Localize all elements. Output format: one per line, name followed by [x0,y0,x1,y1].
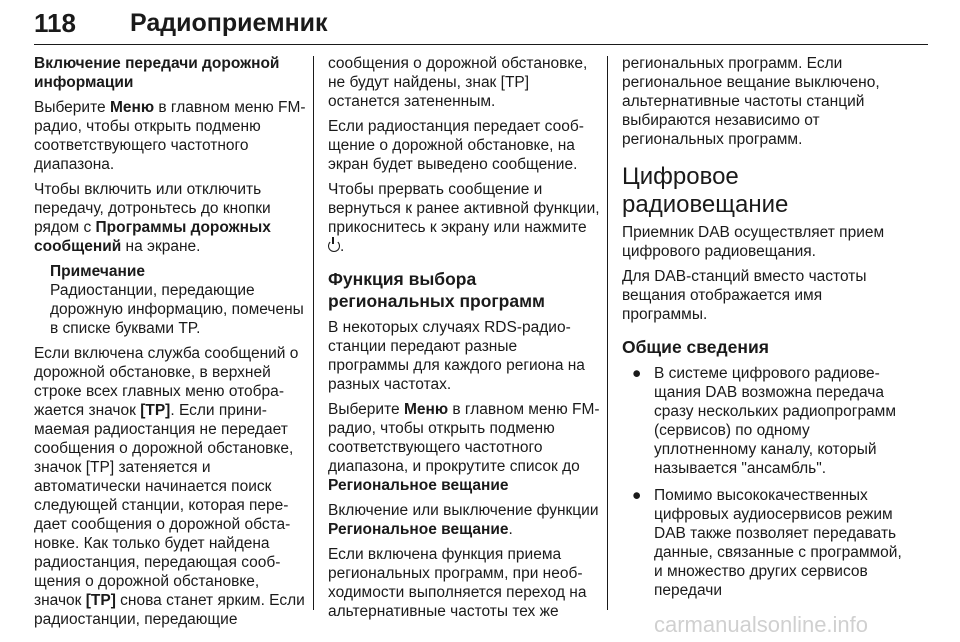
paragraph: Если радиостанция передает сообщение о дорожной обстановке, на экран будет выведено сообщение. [328,118,584,173]
bullet-icon: ● [632,487,642,504]
note-box [34,262,306,338]
bullet-icon: ● [632,365,642,382]
paragraph: Если включена функция приема региональных программ, при необходимости выполняется переход на альтернативные частоты тех же [328,546,587,620]
column-3 [622,54,902,608]
list-item: ● Помимо высококачественных цифровых аудиосервисов режим DAB также позволяет передавать данные, связанные с программой, и множество других сервисов передачи [632,487,902,599]
header-rule [34,44,928,45]
paragraph: Включение или выключение функции Региональное вещание. [328,502,599,538]
paragraph: Приемник DAB осуществляет прием цифрового радиовещания. [622,224,885,260]
section-heading: Включение передачи дорожной информации [34,55,280,91]
note-title: Примечание [50,263,145,280]
tp-term: [TP] [85,592,116,609]
tp-term: [TP] [140,402,171,419]
chapter-heading: Цифровое радиовещание [622,163,789,218]
paragraph: региональных программ. Если региональное вещание выключено, альтернативные частоты станций выбираются независимо от региональных программ. [622,55,880,148]
paragraph: сообщения о дорожной обстановке, не будут найдены, знак [TP] останется затененным. [328,55,588,110]
paragraph: Для DAB-станций вместо частоты вещания отображается имя программы. [622,268,867,323]
traffic-programs-term: Программы дорожных сообщений [34,219,271,255]
paragraph: В некоторых случаях RDS-радиостанции передают разные программы для каждого региона на разных частотах. [328,319,585,393]
column-divider [607,56,608,610]
regional-term: Региональное вещание [328,521,509,538]
paragraph: Если включена служба сообщений о дорожной обстановке, в верхней строке всех главных меню отображается значок [TP]. Если принимаемая радиостанция не передает сообщения о дорожной обстановке, значок [TP] затеняется и автоматически начинается поиск следующей станции, которая передает сообщения о дорожной обстановке. Как только будет найдена радиостанция, передающая сообщения о дорожной обстановке, значок [TP] снова станет ярким. Если радиостанции, передающие [34,345,305,628]
regional-term: Региональное вещание [328,477,509,494]
paragraph: Выберите Меню в главном меню FM-радио, чтобы открыть подменю соответствующего частотного диапазона. [34,99,306,173]
column-2 [328,54,600,627]
paragraph: Чтобы включить или отключить передачу, дотроньтесь до кнопки рядом с Программы дорожных сообщений на экране. [34,181,271,255]
page-number: 118 [34,8,76,38]
menu-term: Меню [403,401,449,418]
power-icon [328,240,340,252]
watermark: carmanualsonline.info [654,612,869,637]
note-text: Радиостанции, передающие дорожную информацию, помечены в списке буквами TP. [50,282,304,337]
column-divider [313,56,314,610]
list-item: ● В системе цифрового радиовещания DAB возможна передача сразу нескольких радиопрограмм (сервисов) по одному уплотненному каналу, который называется "ансамбль". [632,365,896,477]
page-header [0,0,960,52]
section-heading: Общие сведения [622,337,769,357]
page-title: Радиоприемник [130,9,328,37]
section-heading: Функция выбора региональных программ [328,269,545,311]
paragraph: Выберите Меню в главном меню FM-радио, чтобы открыть подменю соответствующего частотного диапазона, и прокрутите список до Региональное вещание [328,401,600,494]
column-1 [34,54,306,635]
menu-term: Меню [109,99,155,116]
paragraph: Чтобы прервать сообщение и вернуться к ранее активной функции, прикоснитесь к экрану или нажмите . [328,181,600,255]
